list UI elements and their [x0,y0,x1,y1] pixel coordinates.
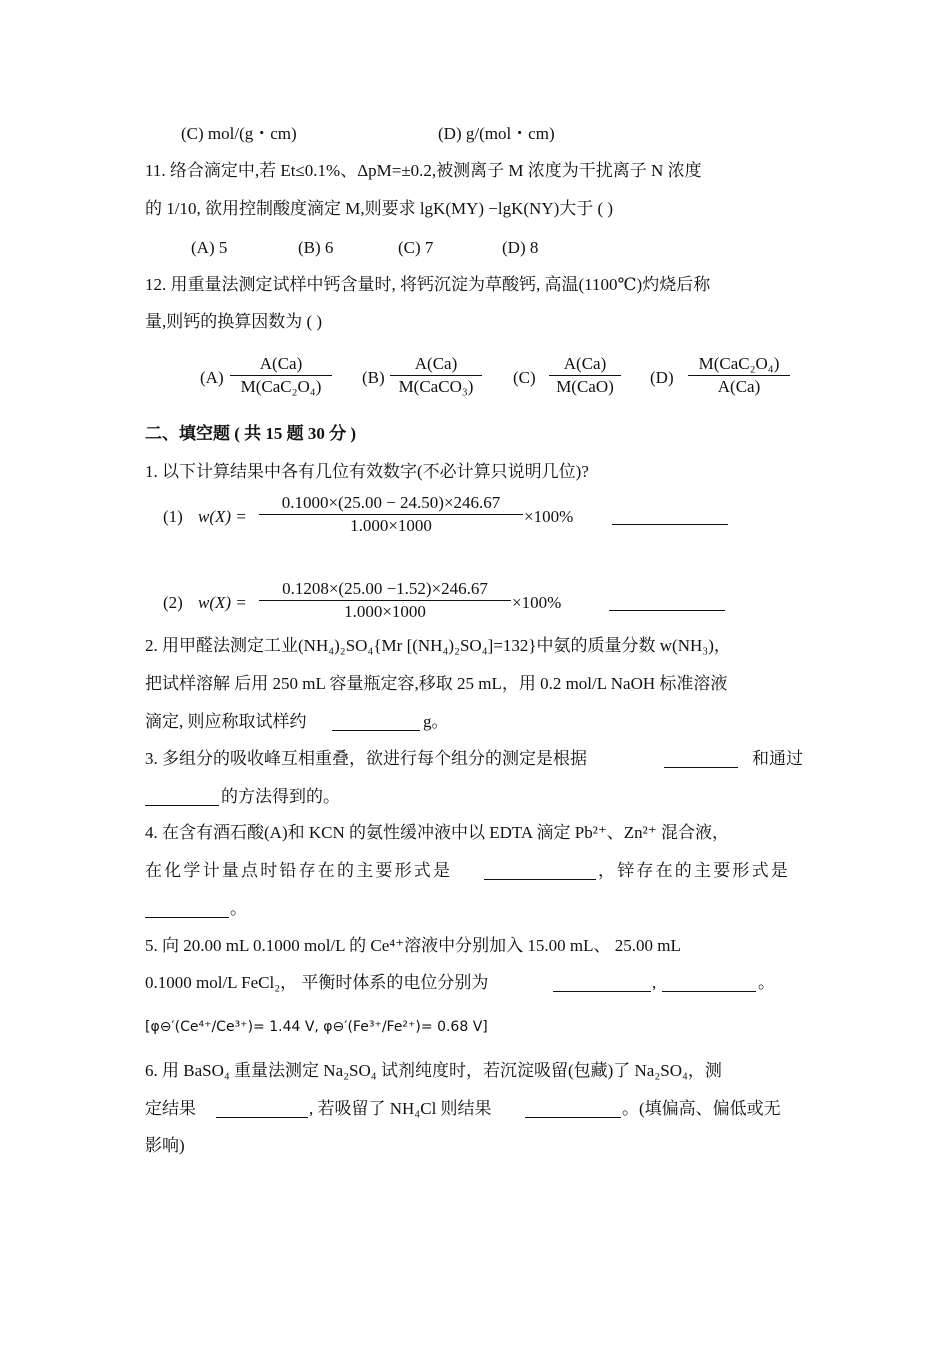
q11-option-b: (B) 6 [298,238,334,257]
f5-potential-data: [φ⊖′(Ce⁴⁺/Ce³⁺)= 1.44 V, φ⊖′(Fe³⁺/Fe²⁺)= 0.68 V] [145,1019,488,1035]
q12-option-d-label: (D) [650,368,674,387]
q12-option-b-label: (B) [362,368,385,387]
q11-stem-line2: 的 1/10, 欲用控制酸度滴定 M,则要求 lgK(MY) −lgK(NY)大于 ( ) [145,199,614,218]
q12-option-c-label: (C) [513,368,536,387]
f6-line2-post: 。(填偏高、偏低或无 [622,1099,781,1118]
f2-answer-blank[interactable] [332,730,420,731]
f1-part1-fraction [259,493,523,536]
q10-option-c: (C) mol/(g・cm) [181,124,297,143]
f2-line1: 2. 用甲醛法测定工业(NH₄)₂SO₄{Mr [(NH₄)₂SO₄]=132}中氨的质量分数 w(NH₃)， [145,636,731,655]
f1-stem: 1. 以下计算结果中各有几位有效数字(不必计算只说明几位)? [145,462,589,481]
f4-answer-blank-1[interactable] [484,879,596,880]
q10-option-d: (D) g/(mol・cm) [438,124,555,143]
q12-option-b-fraction [390,354,482,397]
q12-stem-line2: 量,则钙的换算因数为 ( ) [145,312,323,331]
f6-line3: 影响) [145,1136,185,1155]
f2-line3-post: g。 [423,712,449,731]
q11-option-a: (A) 5 [191,238,228,257]
q12-option-d-fraction [688,354,790,397]
f2-line3-pre: 滴定, 则应称取试样约 [145,712,307,731]
q12-option-a-fraction [230,354,332,397]
f5-line1: 5. 向 20.00 mL 0.1000 mol/L 的 Ce⁴⁺溶液中分别加入 15.00 mL、 25.00 mL [145,936,681,955]
q11-option-c: (C) 7 [398,238,434,257]
f2-line2: 把试样溶解 后用 250 mL 容量瓶定容,移取 25 mL，用 0.2 mol/L NaOH 标准溶液 [145,674,728,693]
fraction-denominator: 1.000×1000 [344,602,426,621]
f4-line2-post: ，锌存在的主要形式是 [598,861,790,880]
f3-line1-pre: 3. 多组分的吸收峰互相重叠，欲进行每个组分的测定是根据 [145,749,587,768]
fraction-denominator: M(CaC₂O₄) [240,377,322,396]
f1-part1-label: (1) [163,507,183,526]
f1-part2-fraction [259,579,511,622]
f5-answer-blank-2[interactable] [662,991,756,992]
fraction-numerator: A(Ca) [549,354,621,376]
f4-answer-blank-2[interactable] [145,917,229,918]
f1-part2-answer-blank[interactable] [609,610,725,611]
f1-part2-lhs [198,592,247,614]
fraction-numerator: A(Ca) [230,354,332,376]
f1-part1-answer-blank[interactable] [612,524,728,525]
f6-line1: 6. 用 BaSO₄ 重量法测定 Na₂SO₄ 试剂纯度时，若沉淀吸留(包藏)了 Na₂SO₄，测 [145,1061,722,1080]
f1-part2-tail: ×100% [512,593,562,612]
f1-part1-lhs [198,506,247,528]
fraction-denominator: M(CaCO₃) [398,377,474,396]
q11-stem-line1: 11. 络合滴定中,若 Et≤0.1%、ΔpM=±0.2,被测离子 M 浓度为干扰离子 N 浓度 [145,161,702,180]
fraction-denominator: A(Ca) [717,377,761,396]
f3-line1-post: 和通过 [752,749,803,768]
fraction-numerator: A(Ca) [390,354,482,376]
f3-line2-post: 的方法得到的。 [221,787,340,806]
f3-answer-blank-1[interactable] [664,767,738,768]
fraction-denominator: 1.000×1000 [350,516,432,535]
q12-stem-line1: 12. 用重量法测定试样中钙含量时, 将钙沉淀为草酸钙, 高温(1100℃)灼烧后称 [145,275,711,294]
f5-line2-post: 。 [758,973,775,992]
q12-option-c-fraction [549,354,621,397]
f1-part2-lhs-text: w(X) = [198,593,247,612]
q11-option-d: (D) 8 [502,238,539,257]
f6-line2-mid: , 若吸留了 NH₄Cl 则结果 [309,1099,492,1118]
f1-part1-lhs-text: w(X) = [198,507,247,526]
f5-line2-pre: 0.1000 mol/L FeCl₂， 平衡时体系的电位分别为 [145,973,489,992]
f6-answer-blank-1[interactable] [216,1117,308,1118]
f5-line2-mid: , [652,973,657,992]
q12-option-a-label: (A) [200,368,224,387]
f1-part1-tail: ×100% [524,507,574,526]
f4-line2-pre: 在化学计量点时铅存在的主要形式是 [145,861,453,880]
f6-line2-pre: 定结果 [145,1099,196,1118]
f4-line3-post: 。 [230,899,247,918]
fraction-denominator: M(CaO) [556,377,614,396]
f4-line1: 4. 在含有酒石酸(A)和 KCN 的氨性缓冲液中以 EDTA 滴定 Pb²⁺、Zn²⁺ 混合液， [145,823,729,842]
section-heading: 二、填空题 ( 共 15 题 30 分 ) [145,424,357,443]
f6-answer-blank-2[interactable] [525,1117,621,1118]
fraction-numerator: 0.1000×(25.00 − 24.50)×246.67 [259,493,523,515]
f3-answer-blank-2[interactable] [145,805,219,806]
f1-part2-label: (2) [163,593,183,612]
fraction-numerator: 0.1208×(25.00 −1.52)×246.67 [259,579,511,601]
fraction-numerator: M(CaC₂O₄) [688,354,790,376]
f5-answer-blank-1[interactable] [553,991,651,992]
